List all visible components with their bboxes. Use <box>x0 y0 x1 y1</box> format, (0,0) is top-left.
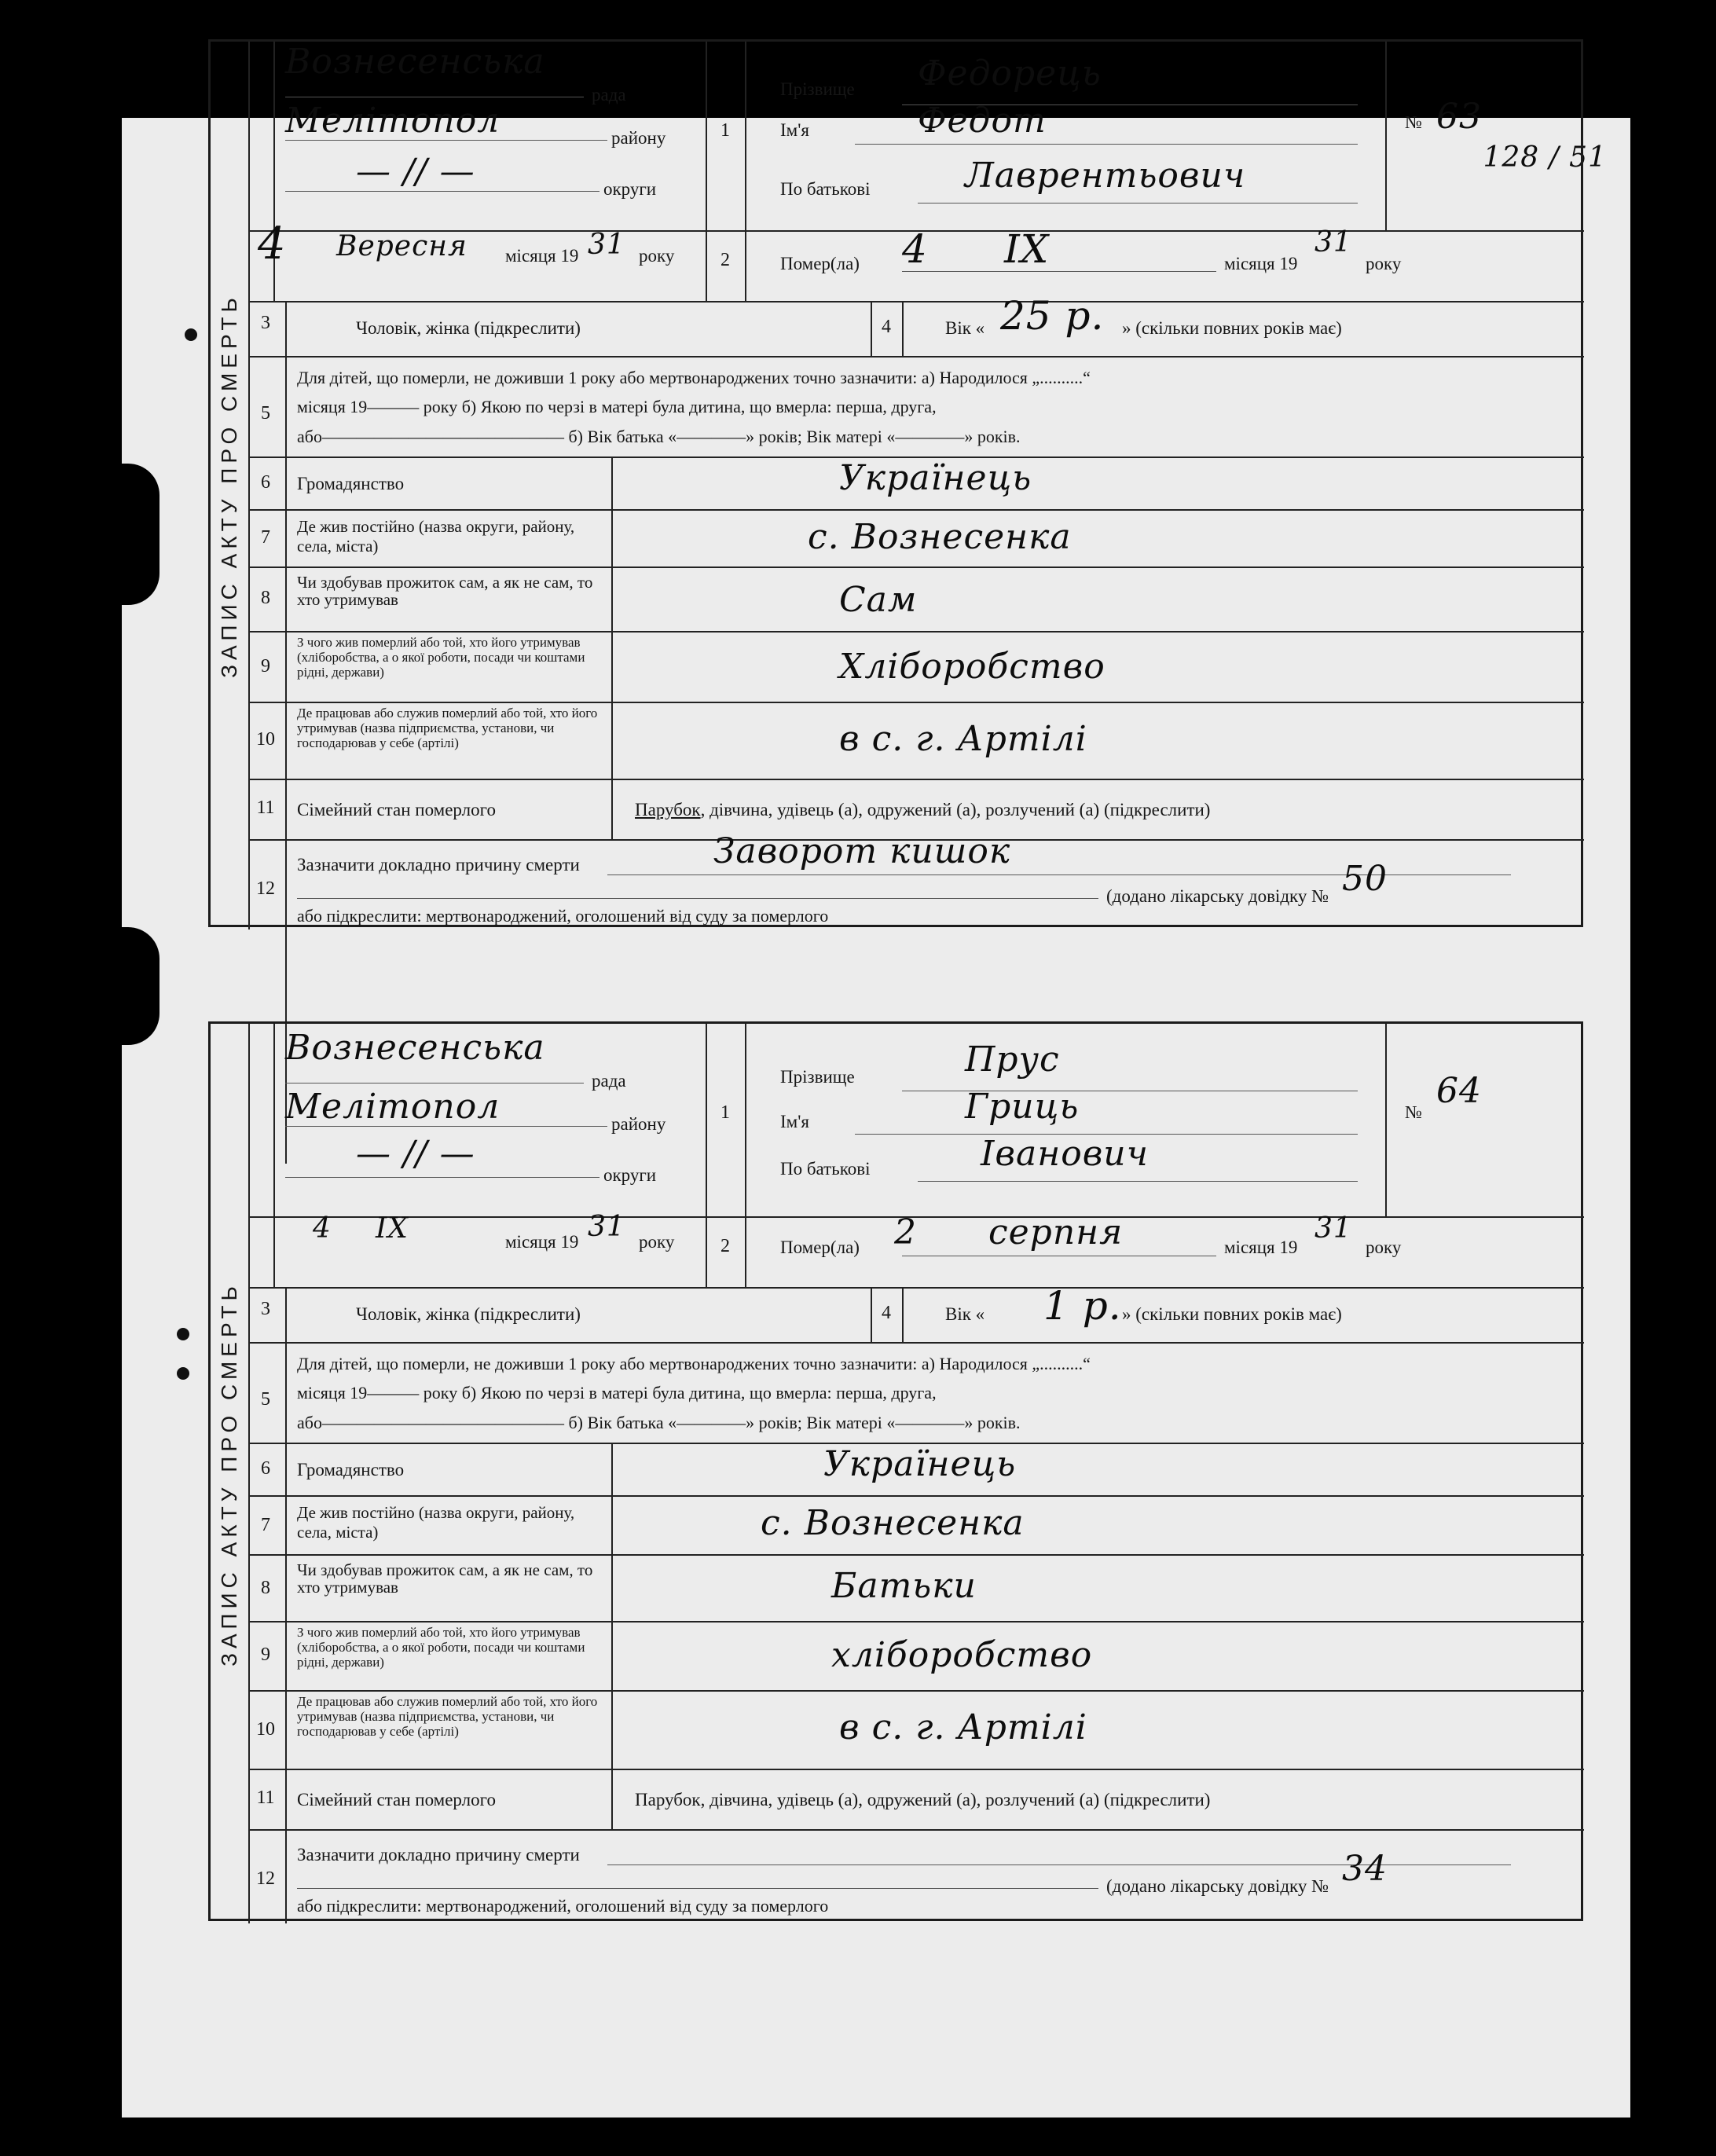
handwritten-reg-day: 4 <box>313 1212 332 1245</box>
label-name: Ім'я <box>780 1112 809 1131</box>
label-age-suffix: » (скільки повних років має) <box>1122 318 1342 338</box>
label-cause: Зазначити докладно причину смерти <box>297 1845 580 1864</box>
label-marital: Сімейний стан померлого <box>297 800 496 820</box>
handwritten-reg-month: Вересня <box>336 230 468 262</box>
handwritten-age: 25 р. <box>1000 293 1105 339</box>
row-number: 6 <box>261 1458 270 1479</box>
handwritten-work: в с. г. Артілі <box>839 1707 1087 1747</box>
handwritten-rayon: Мелітопол <box>285 1087 500 1127</box>
row-number: 1 <box>720 120 730 141</box>
label-marital: Сімейний стан померлого <box>297 1790 496 1810</box>
label-source: З чого жив померлий або той, хто його утримував (хліборобства, а о якої роботи, посади чи коштами рідні, держави) <box>297 1625 585 1670</box>
handwritten-died-day: 4 <box>902 226 928 272</box>
marital-selected: Парубок <box>635 800 701 820</box>
handwritten-livelihood: Сам <box>839 580 918 620</box>
label-residence: Де жив постійно (назва округи, району, села, міста) <box>297 1503 575 1542</box>
handwritten-died-year: 31 <box>1314 226 1352 258</box>
handwritten-died-month: IX <box>1004 226 1050 272</box>
record-number-label: № <box>1405 1102 1422 1122</box>
punch-hole <box>177 1328 189 1340</box>
row-number: 1 <box>720 1102 730 1123</box>
handwritten-certificate: 34 <box>1342 1849 1388 1889</box>
label-work: Де працював або служив померлий або той, хто його утримував (назва підприємства, установи, чи господарював у себе (артілі) <box>297 1694 598 1739</box>
handwritten-reg-month: IX <box>376 1212 409 1245</box>
side-title: ЗАПИС АКТУ ПРО СМЕРТЬ <box>211 1024 250 1923</box>
handwritten-citizenship: Українець <box>839 458 1032 498</box>
row-number: 12 <box>256 878 275 899</box>
handwritten-died-day: 2 <box>894 1212 917 1252</box>
handwritten-name: Федот <box>918 101 1047 141</box>
label-name: Ім'я <box>780 120 809 140</box>
handwritten-died-month: серпня <box>988 1212 1124 1252</box>
label-reg-month: місяця 19 <box>505 1232 579 1252</box>
label-citizenship: Громадянство <box>297 474 405 493</box>
record-number: 64 <box>1436 1071 1482 1111</box>
handwritten-reg-day: 4 <box>258 218 287 270</box>
label-children-line2: місяця 19——— року б) Якою по черзі в матері була дитина, що вмерла: перша, друга, <box>297 1383 937 1402</box>
handwritten-name: Гриць <box>965 1087 1080 1127</box>
row-number: 12 <box>256 1868 275 1889</box>
label-reg-year: року <box>639 246 675 266</box>
handwritten-rada: Вознесенська <box>285 42 545 82</box>
death-record-form-1 <box>208 39 1583 927</box>
row-number: 4 <box>882 317 891 337</box>
label-died: Помер(ла) <box>780 254 860 273</box>
row-number: 8 <box>261 1578 270 1598</box>
paper-tear <box>112 464 160 605</box>
death-record-form-2 <box>208 1021 1583 1921</box>
row-number: 5 <box>261 1389 270 1410</box>
handwritten-rayon: Мелітопол <box>285 101 500 141</box>
label-marital-options: Парубок, дівчина, удівець (а), одружений (а), розлучений (а) (підкреслити) <box>635 1790 1211 1810</box>
row-number: 4 <box>882 1303 891 1323</box>
label-rada: рада <box>592 85 626 104</box>
label-livelihood: Чи здобував прожиток сам, а як не сам, то хто утримував <box>297 573 593 609</box>
row-number: 9 <box>261 656 270 676</box>
label-marital-options: Парубок, дівчина, удівець (а), одружений (а), розлучений (а) (підкреслити) <box>635 800 1211 820</box>
row-number: 5 <box>261 403 270 424</box>
row-number: 10 <box>256 729 275 750</box>
handwritten-source: хліборобство <box>831 1635 1093 1675</box>
row-number: 3 <box>261 1299 270 1319</box>
row-number: 7 <box>261 527 270 548</box>
handwritten-rada: Вознесенська <box>285 1028 545 1068</box>
label-sex: Чоловік, жінка (підкреслити) <box>356 318 581 338</box>
label-patronymic: По батькові <box>780 179 871 199</box>
label-died-month: місяця 19 <box>1224 254 1298 273</box>
row-number: 11 <box>256 1788 275 1808</box>
label-cause: Зазначити докладно причину смерти <box>297 855 580 874</box>
handwritten-certificate: 50 <box>1342 859 1388 899</box>
handwritten-work: в с. г. Артілі <box>839 719 1087 759</box>
label-stillborn: або підкреслити: мертвонароджений, оголошений від суду за померлого <box>297 906 829 926</box>
handwritten-cause: Заворот кишок <box>713 831 1011 871</box>
handwritten-patronymic: Іванович <box>981 1134 1150 1174</box>
label-residence: Де жив постійно (назва округи, району, села, міста) <box>297 517 575 556</box>
label-rayon: району <box>611 1114 666 1134</box>
label-died-year: року <box>1366 1238 1402 1257</box>
label-children-line1: Для дітей, що померли, не доживши 1 року або мертвонароджених точно зазначити: а) Народилося „..........“ <box>297 1354 1091 1373</box>
label-surname: Прізвище <box>780 79 855 99</box>
handwritten-surname: Прус <box>965 1040 1060 1080</box>
handwritten-reg-year: 31 <box>588 1211 625 1243</box>
row-number: 9 <box>261 1644 270 1665</box>
record-number-label: № <box>1405 112 1422 132</box>
label-children-line3: або—————————————— б) Вік батька «————» років; Вік матері «————» років. <box>297 1413 1021 1432</box>
record-number: 63 <box>1436 97 1482 137</box>
row-number: 8 <box>261 588 270 608</box>
label-reg-year: року <box>639 1232 675 1252</box>
row-number: 11 <box>256 798 275 818</box>
handwritten-livelihood: Батьки <box>831 1566 977 1606</box>
label-citizenship: Громадянство <box>297 1460 405 1480</box>
label-children-line3: або—————————————— б) Вік батька «————» років; Вік матері «————» років. <box>297 427 1021 446</box>
label-stillborn: або підкреслити: мертвонароджений, оголошений від суду за померлого <box>297 1896 829 1916</box>
handwritten-age: 1 р. <box>1043 1283 1122 1329</box>
handwritten-citizenship: Українець <box>823 1444 1017 1484</box>
row-number: 6 <box>261 472 270 493</box>
corner-note: 128 / 51 <box>1483 141 1607 174</box>
label-age-suffix: » (скільки повних років має) <box>1122 1304 1342 1324</box>
label-certificate: (додано лікарську довідку № <box>1106 1876 1329 1896</box>
handwritten-okruha: — // — <box>356 152 475 192</box>
row-number: 2 <box>720 1236 730 1256</box>
row-number: 3 <box>261 313 270 333</box>
label-surname: Прізвище <box>780 1067 855 1087</box>
handwritten-source: Хліборобство <box>839 647 1106 687</box>
label-certificate: (додано лікарську довідку № <box>1106 886 1329 906</box>
handwritten-residence: с. Вознесенка <box>761 1503 1025 1543</box>
paper-tear <box>112 927 160 1045</box>
label-livelihood: Чи здобував прожиток сам, а як не сам, то хто утримував <box>297 1560 593 1597</box>
handwritten-died-year: 31 <box>1314 1212 1352 1245</box>
row-number: 7 <box>261 1515 270 1535</box>
label-sex: Чоловік, жінка (підкреслити) <box>356 1304 581 1324</box>
label-patronymic: По батькові <box>780 1159 871 1179</box>
side-title: ЗАПИС АКТУ ПРО СМЕРТЬ <box>211 42 250 930</box>
label-okruha: округи <box>603 179 657 199</box>
label-children-line2: місяця 19——— року б) Якою по черзі в матері була дитина, що вмерла: перша, друга, <box>297 397 937 416</box>
handwritten-surname: Федорець <box>918 53 1102 94</box>
label-died-year: року <box>1366 254 1402 273</box>
row-number: 10 <box>256 1719 275 1740</box>
punch-hole <box>185 328 197 341</box>
label-died-month: місяця 19 <box>1224 1238 1298 1257</box>
label-age-prefix: Вік « <box>945 1304 985 1324</box>
handwritten-residence: с. Вознесенка <box>808 517 1072 557</box>
row-number: 2 <box>720 250 730 270</box>
label-died: Помер(ла) <box>780 1238 860 1257</box>
handwritten-patronymic: Лаврентьович <box>965 156 1246 196</box>
label-rada: рада <box>592 1071 626 1091</box>
handwritten-reg-year: 31 <box>588 229 625 261</box>
label-rayon: району <box>611 128 666 148</box>
label-children-line1: Для дітей, що померли, не доживши 1 року або мертвонароджених точно зазначити: а) Народилося „..........“ <box>297 368 1091 387</box>
handwritten-okruha: — // — <box>356 1134 475 1174</box>
punch-hole <box>177 1367 189 1380</box>
label-source: З чого жив померлий або той, хто його утримував (хліборобства, а о якої роботи, посади чи коштами рідні, держави) <box>297 635 585 680</box>
label-work: Де працював або служив померлий або той, хто його утримував (назва підприємства, установи, чи господарював у себе (артілі) <box>297 706 598 750</box>
label-reg-month: місяця 19 <box>505 246 579 266</box>
label-okruha: округи <box>603 1165 657 1185</box>
label-age-prefix: Вік « <box>945 318 985 338</box>
